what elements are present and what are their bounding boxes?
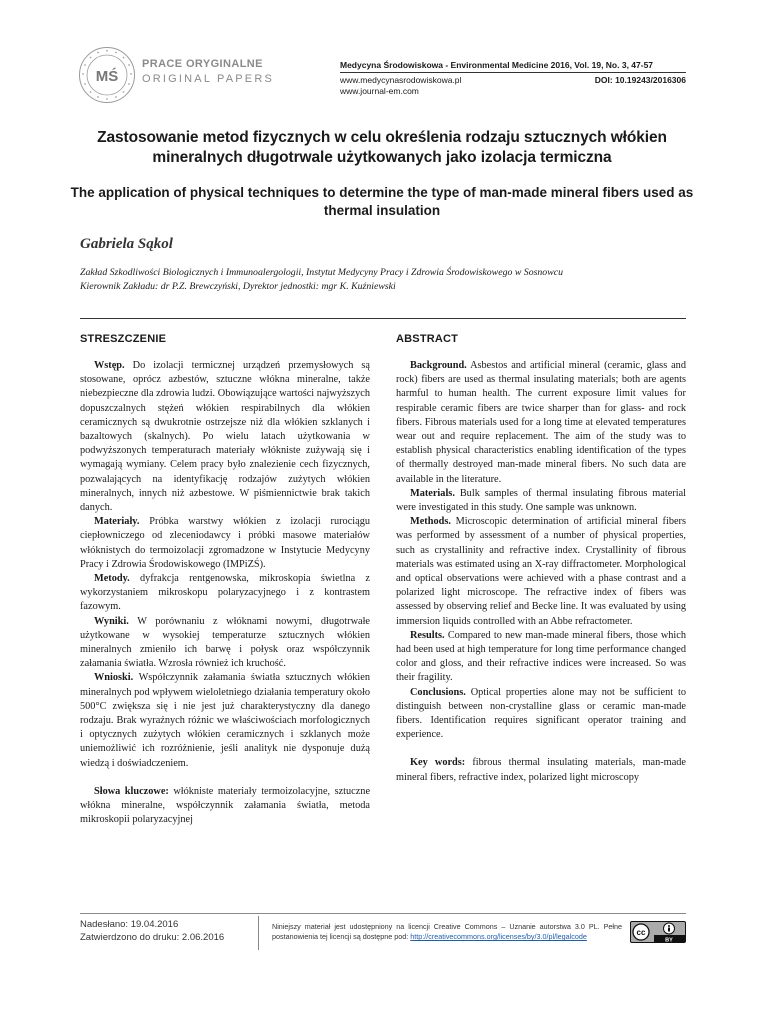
affiliation [80,266,700,293]
title-polish: Zastosowanie metod fizycznych w celu określenia rodzaju sztucznych włókien mineralnych długotrwale użytkowanych jako izolacja termiczna [97,129,667,166]
materialy-paragraph [80,515,370,572]
materials-text: Bulk samples of thermal insulating fibrous material were investigated in this study. One sample was unknown. [396,487,687,514]
journal-citation: Medycyna Środowiskowa - Environmental Medicine 2016, Vol. 19, No. 3, 47-57 [340,60,654,70]
received-date: Nadesłano: 19.04.2016 [80,919,179,930]
section-divider [80,318,686,319]
background-text: Asbestos and artificial mineral (ceramic, glass and rock) fibers are used as thermal insulating materials; both are agents harmful to human health. The current exposure limit values for respirable ceramic fibers are twice sharper than for glass- and rock fibers. Fibrous materials used for a long time at elevated temperatures wear out and require replacement. The aim of the study was to establish physical characteristics enabling identification of the types of thermally destroyed man-made mineral fibers. No such data are available in the literature. [396,360,686,485]
conclusions-paragraph [396,686,686,743]
journal-url-1[interactable]: www.medycynasrodowiskowa.pl [340,75,462,85]
footer-divider [80,913,686,914]
license-text: Niniejszy materiał jest udostępniony na licencji Creative Commons – Uznanie autorstwa 3.0 PL. Pełne postanowienia tej licencji są dostępne pod: [272,922,622,941]
affiliation-line-1: Zakład Szkodliwości Biologicznych i Immunoalergologii, Instytut Medycyny Pracy i Zdrowia Środowiskowego w Sosnowcu [80,267,563,278]
wnioski-text: Współczynnik załamania światła sztucznych włókien mineralnych pod wpływem wieloletniego działania temperatury około 500°C zwiększa się i nie jest już charakterystyczny dla danego rodzaju. Brak wyraźnych różnic we właściwościach morfologicznych i optycznych zużytych włókien ceramicznych i szklanych może uniemożliwić ich rozróżnienie, jeśli analityk nie dysponuje dużą wiedzą i doświadczeniem. [80,672,371,769]
results-paragraph [396,629,686,686]
methods-text: Microscopic determination of artificial mineral fibers was performed by assessment of a number of physical properties, such as crystallinity and refractive index. Crystallinity of fibrous materials was estimated using an X-ray diffractometer. Morphological and optical observations were achieved with a phase contrast and a polarized light microscope. The refractive index of fibers was assessed by observing relief and Becke line. It was evaluated by using immersion liquids controlled with an Abbe refractometer. [396,516,686,627]
metody-paragraph [80,572,370,615]
affiliation-line-2: Kierownik Zakładu: dr P.Z. Brewczyński, Dyrektor jednostki: mgr K. Kuźniewski [80,280,396,292]
logo-line-2: ORIGINAL PAPERS [142,73,275,85]
logo-mark: MŚ [95,68,119,85]
results-text: Compared to new man-made mineral fibers, those which had been used at high temperature for long time performance changed color and gloss, and their refractive indices were increased. So was their fragility. [396,629,686,684]
background-paragraph [396,359,686,487]
title-english: The application of physical techniques to determine the type of man-made mineral fibers used as thermal insulation [70,185,694,218]
journal-url-2[interactable]: www.journal-em.com [340,86,419,96]
wyniki-text: W porównaniu z włóknami nowymi, długotrwałe użytkowane w wysokiej temperaturze sztucznych włókien mineralnych zmieniło ich barwę i połysk oraz współczynnik załamania światła. Wzrosła również ich kruchość. [80,615,371,670]
key-words-label: Key words: [410,757,466,769]
wnioski-paragraph [80,671,370,770]
slowa-kluczowe-label: Słowa kluczowe: [94,785,169,797]
wnioski-label: Wnioski. [94,672,134,684]
abstract-heading: ABSTRACT [396,333,459,345]
author-name: Gabriela Sąkol [80,236,173,252]
background-label: Background. [410,360,467,371]
footer-vertical-divider [258,916,259,950]
wstep-text: Do izolacji termicznej urządzeń przemysłowych są stosowane, oprócz azbestów, sztuczne włókna mineralne, także niebezpieczne dla zdrowia ludzi. Obowiązujące wartości najwyższych dopuszczalnych stężeń włókien respirabilnych dla włókien ceramicznych są dwukrotnie ostrzejsze niż dla włókien szklanych i bazaltowych (skalnych). Po wielu latach użytkowania w podwyższonych temperaturach materiały włókniste zużywają się i wymagają wymiany. Celem pracy było znalezienie cech fizycznych, pozwalających na identyfikację rodzajów zużytych włókien mineralnych, innych niż azbestowe. W piśmiennictwie brak takich danych. [80,360,371,514]
wyniki-paragraph [80,615,370,672]
header-divider [340,72,686,73]
key-words-paragraph [396,756,686,784]
abstract-column [396,333,686,785]
materials-label: Materials. [410,487,455,499]
slowa-kluczowe-text: włókniste materiały termoizolacyjne, sztuczne włókna mineralne, współczynnik załamania światła, metoda mikroskopii polaryzacyjnej [80,785,371,826]
conclusions-label: Conclusions. [410,686,466,698]
materialy-text: Próbka warstwy włókien z izolacji rurociągu ciepłowniczego od zleceniodawcy i próbki masowe materiałów włóknistych do termoizolacji zgromadzone w Instytucie Medycyny Pracy i Zdrowia Środowiskowego (IMPiZŚ). [80,516,370,570]
logo-line-1: PRACE ORYGINALNE [142,58,263,70]
svg-text:cc: cc [636,928,646,937]
license-link[interactable]: http://creativecommons.org/licenses/by/3.0/pl/legalcode [410,932,587,941]
streszczenie-heading: STRESZCZENIE [80,333,167,345]
slowa-kluczowe-paragraph [80,785,370,828]
journal-logo [78,46,136,104]
metody-label: Metody. [94,573,130,585]
metody-text: dyfrakcja rentgenowska, mikroskopia świetlna z wykorzystaniem mikroskopu polaryzacyjnego i z kontrastem fazowym. [80,573,370,613]
license-notice [272,922,622,942]
wstep-label: Wstęp. [94,360,125,371]
wyniki-label: Wyniki. [94,615,129,627]
methods-paragraph [396,515,686,629]
conclusions-text: Optical properties alone may not be sufficient to distinguish between non-crystalline glass or ceramic man-made fibers. Identification requires significant operator training and experience. [396,686,686,741]
materialy-label: Materiały. [94,516,140,528]
accepted-date: Zatwierdzono do druku: 2.06.2016 [80,932,225,943]
streszczenie-column [80,333,370,828]
cc-by-label: BY [665,937,673,943]
key-words-text: fibrous thermal insulating materials, man-made mineral fibers, refractive index, polarized light microscopy [396,757,686,783]
materials-paragraph [396,487,686,515]
submission-dates [80,918,224,944]
cc-by-badge[interactable] [630,921,686,943]
wstep-paragraph [80,359,370,515]
methods-label: Methods. [410,516,451,528]
doi: DOI: 10.19243/2016306 [594,75,686,85]
results-label: Results. [410,629,445,641]
